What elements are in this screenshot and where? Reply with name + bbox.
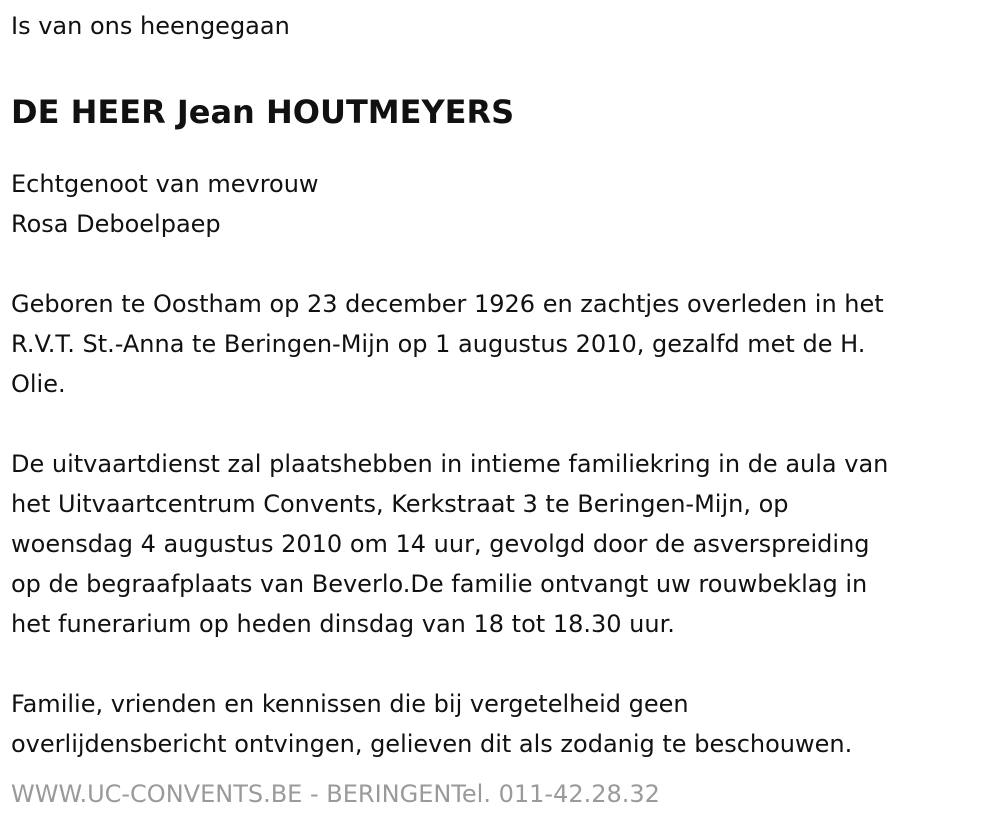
paragraph-line: Olie. (11, 370, 66, 398)
deceased-name: DE HEER Jean HOUTMEYERS (11, 93, 515, 131)
paragraph-line: De uitvaartdienst zal plaatshebben in intieme familiekring in de aula van (11, 450, 889, 478)
footer-contact: WWW.UC-CONVENTS.BE - BERINGENTel. 011-42.28.32 (11, 780, 660, 808)
paragraph-line: op de begraafplaats van Beverlo.De familie ontvangt uw rouwbeklag in (11, 570, 868, 598)
death-notice (11, 0, 986, 764)
spouse-line: Rosa Deboelpaep (11, 210, 221, 238)
paragraph-line: het funerarium op heden dinsdag van 18 tot 18.30 uur. (11, 610, 675, 638)
funeral-service-paragraph (11, 444, 986, 644)
paragraph-line: Familie, vrienden en kennissen die bij vergetelheid geen (11, 690, 689, 718)
paragraph-line: woensdag 4 augustus 2010 om 14 uur, gevolgd door de asverspreiding (11, 530, 870, 558)
paragraph-line: het Uitvaartcentrum Convents, Kerkstraat 3 te Beringen-Mijn, op (11, 490, 789, 518)
paragraph-line: overlijdensbericht ontvingen, gelieven dit als zodanig te beschouwen. (11, 730, 853, 758)
paragraph-line: R.V.T. St.-Anna te Beringen-Mijn op 1 augustus 2010, gezalfd met de H. (11, 330, 866, 358)
paragraph-line: Geboren te Oostham op 23 december 1926 en zachtjes overleden in het (11, 290, 884, 318)
intro-text: Is van ons heengegaan (11, 12, 290, 40)
birth-death-paragraph (11, 284, 986, 404)
spouse-line: Echtgenoot van mevrouw (11, 170, 319, 198)
spouse-block (11, 164, 986, 244)
closing-paragraph (11, 684, 986, 764)
